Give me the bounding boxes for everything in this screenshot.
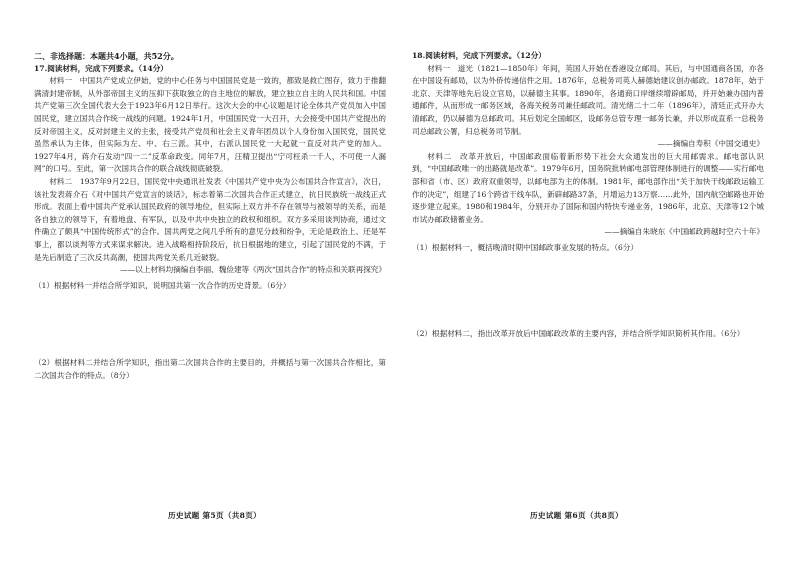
q18-sub-question-2: （2）根据材料二，指出改革开放后中国邮政改革的主要内容，并结合所学知识简析其作用。（6分） <box>412 328 745 338</box>
right-page <box>412 50 764 340</box>
q17-answer-space-1 <box>34 292 386 354</box>
page-footer-left: 历史试题 第5页（共8页） <box>168 511 262 520</box>
q18-answer-space-1 <box>412 255 764 325</box>
page-footer-right: 历史试题 第6页（共8页） <box>530 511 624 520</box>
question-17-title: 17.阅读材料，完成下列要求。（14分） <box>34 63 168 73</box>
q17-citation: ——以上材料均摘编自李丽、魏俭建等《两次“国共合作”的特点和关联再探究》 <box>120 265 386 275</box>
q18-sub-question-1: （1）根据材料一，概括晚清时期中国邮政事业发展的特点。（6分） <box>412 242 639 252</box>
left-page <box>34 50 386 382</box>
q17-sub-question-1: （1）根据材料一并结合所学知识，说明国共第一次合作的历史背景。（6分） <box>34 280 291 290</box>
q17-material-2: 材料二 1937年9月22日，国民党中央通讯社发表《中国共产党中央为公布国共合作宣言》，次日，该社发表蒋介石《对中国共产党宣言的谈话》，标志着第二次国共合作正式建立，抗日民族统一战线正式形成。表面上看中国共产党承认国民政府的领导地位，但实际上双方并不存在领导与被领导的关系，而是各自独立的领导下，有着地盘、有军队，以及中共中央独立的政权和组织。双方多采用谈判协商，通过文件确立了颇具“中国传统形式”的合作。国共两党之间几乎所有的意见分歧和纷争，无论是政治上、还是军事上，都以谈判等方式来谋求解决。进入战略相持阶段后，抗日根据地的建立，引起了国民党的不满，于是先后制造了三次反共高潮，使国共两党关系几近破裂。 <box>34 176 386 262</box>
q18-citation-1: ——摘编自寿积《中国交通史》 <box>657 139 764 149</box>
q17-sub-question-2: （2）根据材料二并结合所学知识，指出第二次国共合作的主要目的，并概括与第一次国共合作相比，第二次国共合作的特点。（8分） <box>34 358 386 380</box>
question-18-title: 18.阅读材料，完成下列要求。（12分） <box>412 51 546 60</box>
q18-material-2: 材料二 改革开放后，中国邮政面临着新形势下社会大众通发出的巨大用邮需求。邮电部认识到，“中国邮政唯一的出路就是改革”。1979年6月，国务院批转邮电部管理体制进行的调整——实行邮电部和省（市、区）政府双重领导，以邮电部为主的体制。1981年，邮电部作出“关于加快干线邮政运输工作的决定”，组建了16个跨省干线车队，新辟邮路37条，月增运力13万察……此外，国内航空邮路也开始逐步建立起来。1980和1984年，分别开办了国际和国内特快专递业务，1986年，北京、天津等12个城市试办邮政储蓄业务。 <box>412 151 764 224</box>
q18-material-1: 材料一 道光（1821—1850年）年间，英国人开始在香港设立邮局。其后，与中国通商各国，亦各在中国设有邮局，以为外侨传递信件之用。1876年，总税务司英人赫德始建议创办邮政。1878年，始于北京、天津等地先后设立官局，以赫德主其事。1890年，各通商口岸继续增辟邮局，并开始兼办国内普通邮件，从而形成一邮务区域，各海关税务司兼任邮政司。清光绪二十二年（1896年），清廷正式开办大清邮政，仍以赫德为总邮政司。其后划定全国邮区，设邮务总管专理一邮务长兼，并以形成直系一总税务司总邮政公署，归总税务司节制。 <box>412 63 764 136</box>
section-title: 二、非选择题：本题共4小题，共52分。 <box>34 51 179 61</box>
q18-citation-2: ——摘编自朱晓东《中国邮政跨越时空六十年》 <box>604 227 764 237</box>
q17-material-1: 材料一 中国共产党成立伊始，党的中心任务与中国国民党是一致的，都致是救亡图存，致力于推翻满清封建帝制，从外部帝国主义的压抑下获取独立的自主地位的解放，建立独立自主的人民共和国。中国共产党第三次全国代表大会于1923年6月12日举行。这次大会的中心议题是讨论全体共产党员加入中国国民党，建立国共合作统一战线的问题。1924年1月，中国国民党一大召开，大会接受中国共产党提出的反对帝国主义、反对封建主义的主张，接受共产党员和社会主义青年团员以个人身份加入国民党，国民党虽然承认为主体，但实际为左、中、右三派。其中，右派认国民党一大起就一直反对共产党的加入。1927年4月，蒋介石发动“四一二”反革命政变。同年7月，汪精卫提出“宁可枉杀一千人，不可使一人漏网”的口号。至此，第一次国共合作的联合战线彻底破裂。 <box>34 76 386 174</box>
